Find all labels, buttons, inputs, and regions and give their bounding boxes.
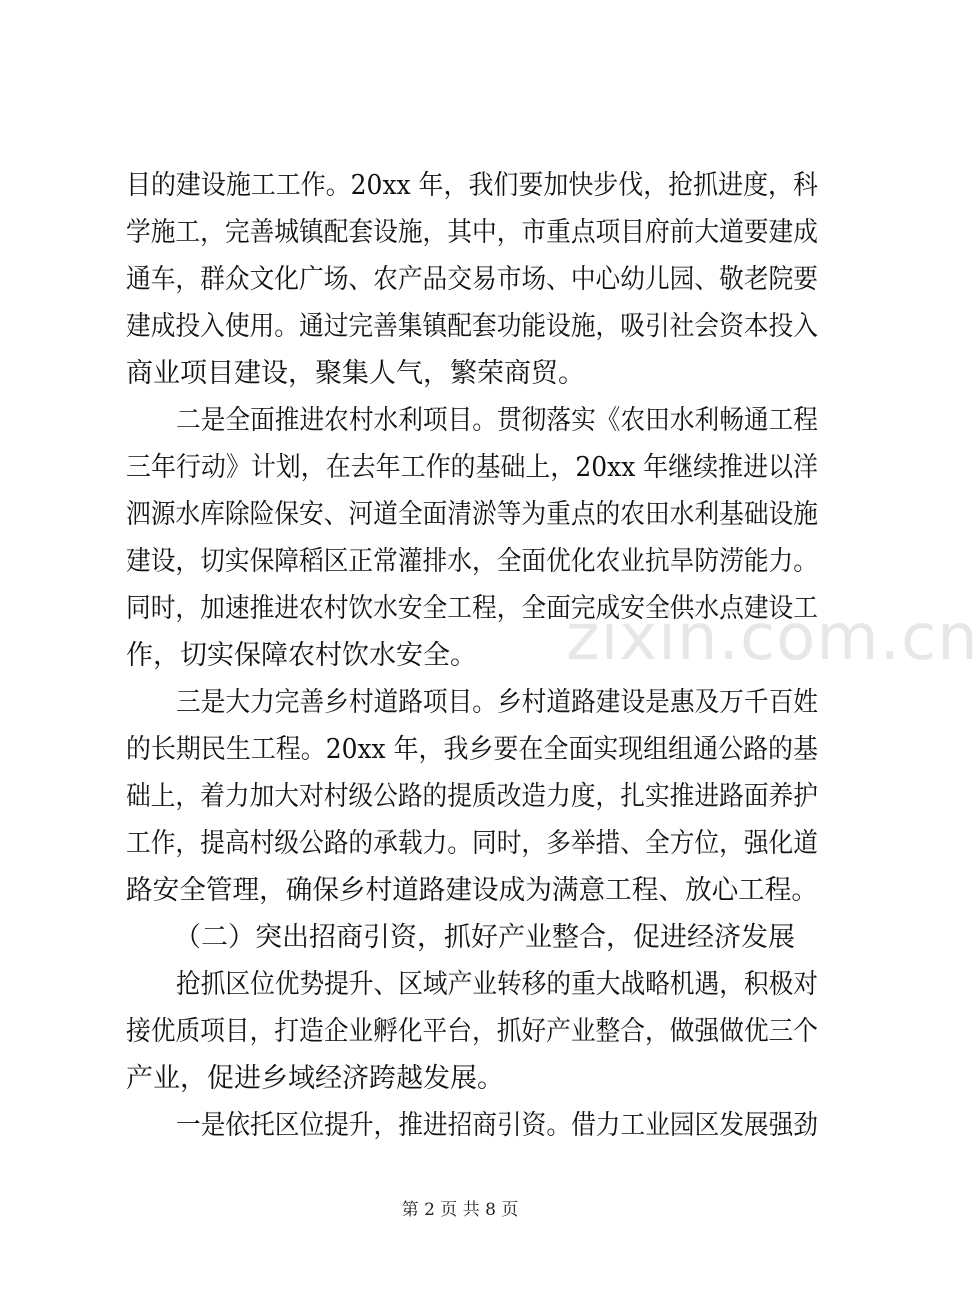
paragraph-first-line (0, 962, 920, 1008)
line-text: 建设，切实保障稻区正常灌排水，全面优化农业抗旱防涝能力。 (126, 546, 818, 577)
line-text: 抢抓区位优势提升、区域产业转移的重大战略机遇，积极对 (176, 969, 818, 1000)
line-text: 工作，提高村级公路的承载力。同时，多举措、全方位，强化道 (126, 828, 818, 859)
line-text: 一是依托区位提升，推进招商引资。借力工业园区发展强劲 (176, 1110, 818, 1141)
line-text: 三年行动》计划，在去年工作的基础上，20xx 年继续推进以洋 (126, 452, 818, 483)
line-text: 础上，着力加大对村级公路的提质改造力度，扎实推进路面养护 (126, 781, 818, 812)
paragraph-first-line (0, 1103, 920, 1149)
watermark: zixin.com.cn (566, 601, 979, 675)
line-text: 产业，促进乡域经济跨越发展。 (126, 1063, 504, 1094)
line-text: 三是大力完善乡村道路项目。乡村道路建设是惠及万千百姓 (176, 687, 818, 718)
line-text: 同时，加速推进农村饮水安全工程，全面完成安全供水点建设工 (126, 593, 818, 624)
line-text: 建成投入使用。通过完善集镇配套功能设施，吸引社会资本投入 (126, 311, 818, 342)
paragraph-first-line (0, 398, 920, 444)
line-text: 接优质项目，打造企业孵化平台，抓好产业整合，做强做优三个 (126, 1016, 818, 1047)
section-heading (0, 915, 920, 961)
line-text: 路安全管理，确保乡村道路建设成为满意工程、放心工程。 (126, 875, 819, 906)
body-line (0, 774, 920, 820)
body-line (0, 257, 920, 303)
line-text: 的长期民生工程。20xx 年，我乡要在全面实现组组通公路的基 (126, 734, 818, 765)
line-text: （二）突出招商引资，抓好产业整合，促进经济发展 (174, 922, 795, 953)
page-footer: 第 2 页 共 8 页 (401, 1200, 519, 1220)
body-line (0, 1056, 920, 1102)
body-line (0, 445, 920, 491)
line-text: 泗源水库除险保安、河道全面清淤等为重点的农田水利基础设施 (126, 499, 818, 530)
body-line (0, 539, 920, 585)
body-line (0, 304, 920, 350)
body-line (0, 1009, 920, 1055)
paragraph-first-line (0, 680, 920, 726)
line-text: 二是全面推进农村水利项目。贯彻落实《农田水利畅通工程 (176, 405, 818, 436)
body-line (0, 210, 920, 256)
body-line (0, 821, 920, 867)
line-text: 通车，群众文化广场、农产品交易市场、中心幼儿园、敬老院要 (126, 264, 818, 295)
line-text: 商业项目建设，聚集人气，繁荣商贸。 (126, 358, 585, 389)
body-line (0, 163, 920, 209)
body-line (0, 492, 920, 538)
line-text: 作，切实保障农村饮水安全。 (126, 640, 477, 671)
line-text: 目的建设施工工作。20xx 年，我们要加快步伐，抢抓进度，科 (126, 170, 818, 201)
body-line (0, 727, 920, 773)
body-line (0, 351, 920, 397)
line-text: 学施工，完善城镇配套设施，其中，市重点项目府前大道要建成 (126, 217, 818, 248)
body-line (0, 868, 920, 914)
